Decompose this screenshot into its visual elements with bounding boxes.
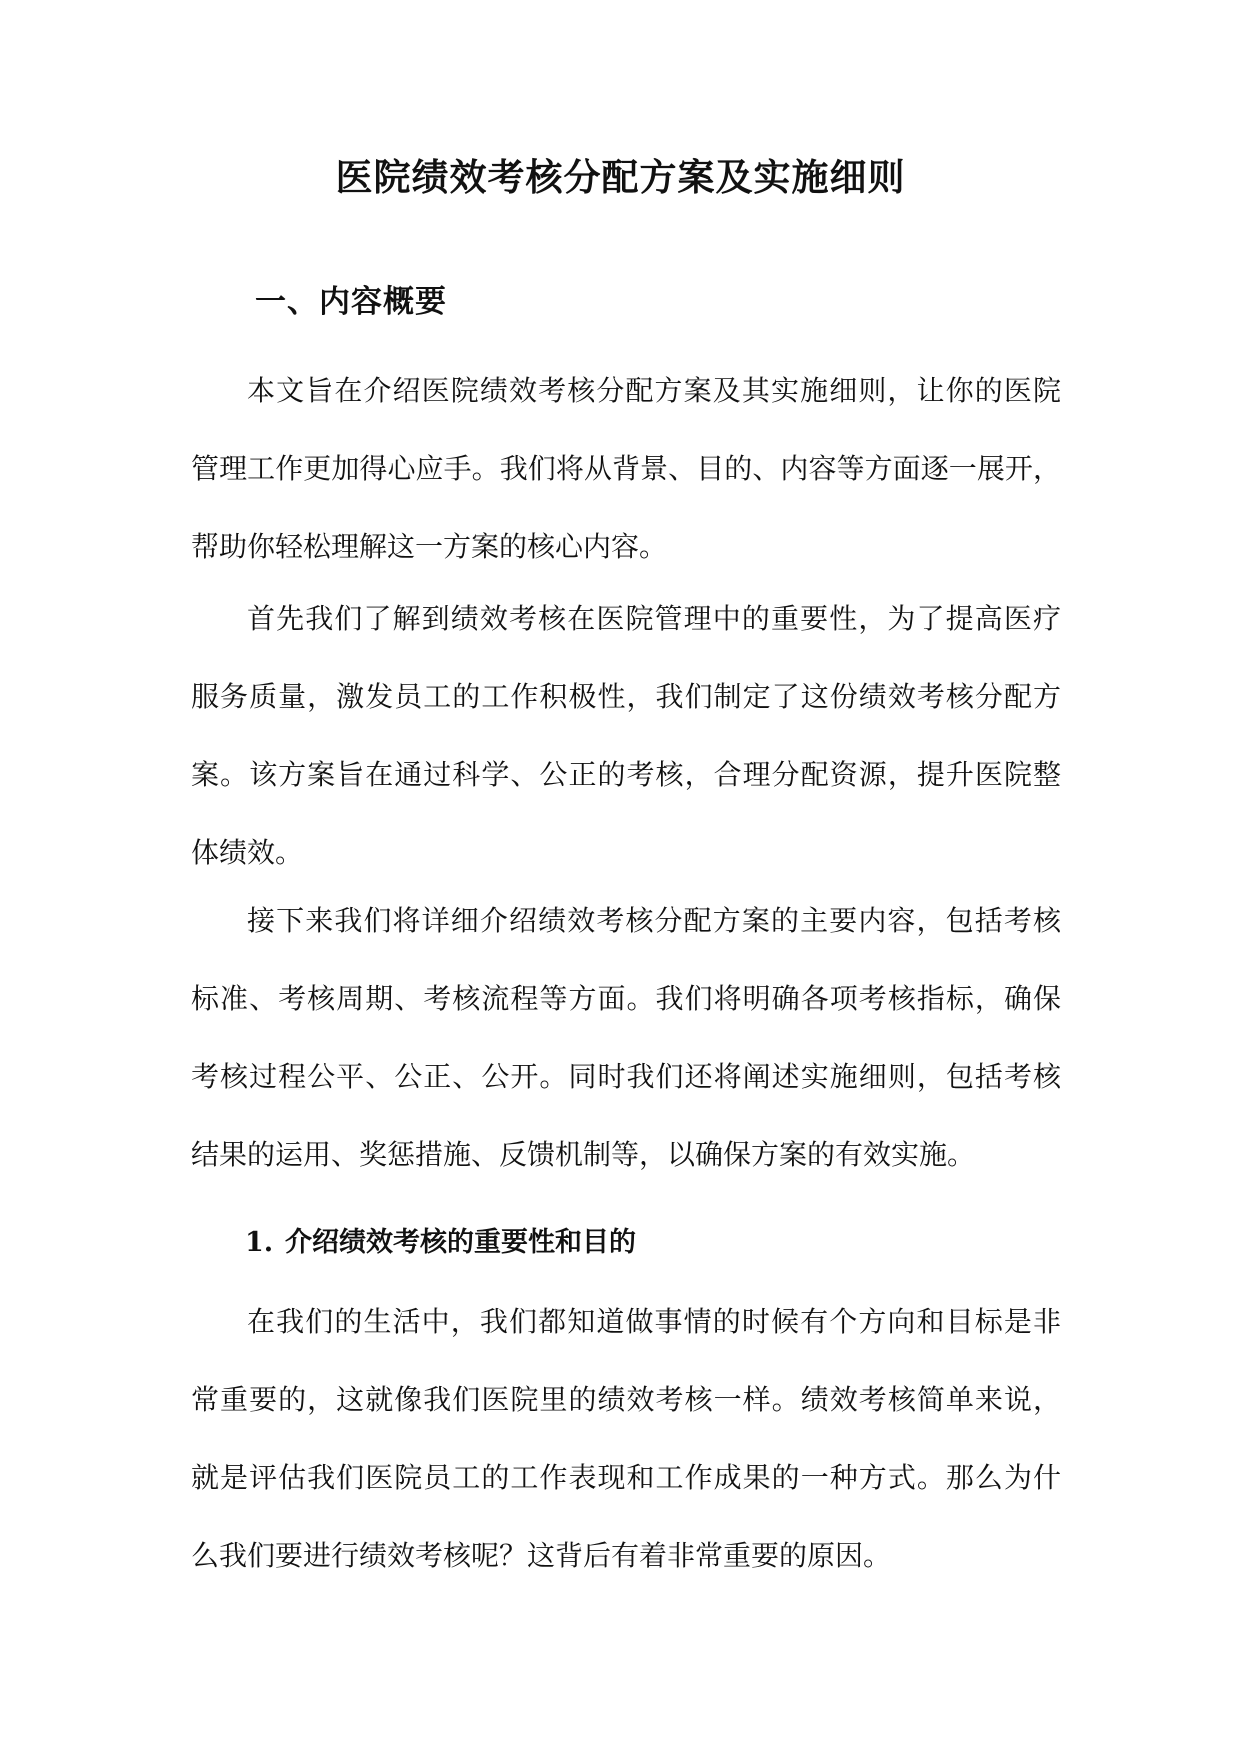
subsection-heading [245,1223,636,1263]
paragraph-line: 结果的运用、奖惩措施、反馈机制等，以确保方案的有效实施。 [191,1138,976,1171]
paragraph-line: 就是评估我们医院员工的工作表现和工作成果的一种方式。那么为什 [191,1461,1061,1494]
paragraph-line: 在我们的生活中，我们都知道做事情的时候有个方向和目标是非 [247,1305,1061,1338]
paragraph-line: 管理工作更加得心应手。我们将从背景、目的、内容等方面逐一展开， [191,452,1061,485]
subsection-title: 介绍绩效考核的重要性和目的 [285,1227,636,1258]
paragraph-line: 体绩效。 [191,836,304,869]
paragraph-line: 本文旨在介绍医院绩效考核分配方案及其实施细则，让你的医院 [247,374,1061,407]
paragraph-line: 常重要的，这就像我们医院里的绩效考核一样。绩效考核简单来说， [191,1383,1061,1416]
paragraph-line: 帮助你轻松理解这一方案的核心内容。 [191,530,668,563]
paragraph-main-content [191,882,1061,1194]
paragraph-purpose [191,1283,1061,1595]
paragraph-line: 首先我们了解到绩效考核在医院管理中的重要性，为了提高医疗 [247,602,1061,635]
subsection-number: 1. [245,1227,274,1258]
paragraph-intro [191,352,1061,586]
paragraph-line: 接下来我们将详细介绍绩效考核分配方案的主要内容，包括考核 [247,904,1061,937]
paragraph-line: 么我们要进行绩效考核呢？这背后有着非常重要的原因。 [191,1539,892,1572]
paragraph-line: 标准、考核周期、考核流程等方面。我们将明确各项考核指标，确保 [191,982,1061,1015]
document-title: 医院绩效考核分配方案及实施细则 [335,155,906,199]
paragraph-line: 考核过程公平、公正、公开。同时我们还将阐述实施细则，包括考核 [191,1060,1061,1093]
paragraph-line: 服务质量，激发员工的工作积极性，我们制定了这份绩效考核分配方 [191,680,1061,713]
paragraph-importance [191,580,1061,892]
section-heading-overview: 一、内容概要 [255,284,447,320]
paragraph-line: 案。该方案旨在通过科学、公正的考核，合理分配资源，提升医院整 [191,758,1061,791]
